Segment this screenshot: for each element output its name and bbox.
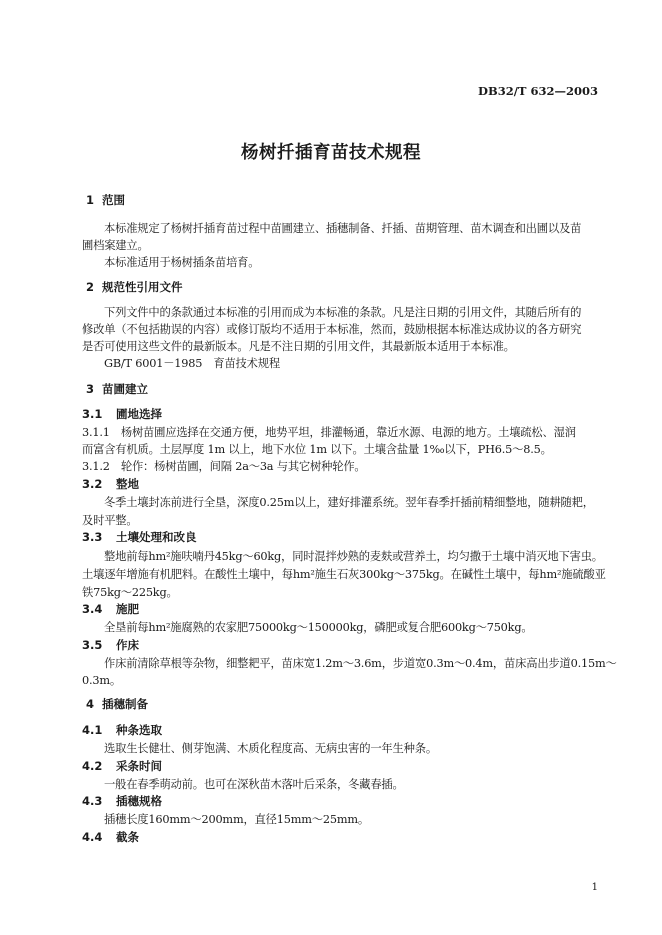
paragraph-line: 选取生长健壮、侧芽饱满、木质化程度高、无病虫害的一年生种条。 [104,742,437,755]
paragraph-line: 作床前清除草根等杂物，细整耙平，苗床宽1.2m～3.6m，步道宽0.3m～0.4m，苗床高出步道0.15m～ [104,657,617,670]
subsection-heading: 4.1 种条选取 [82,723,162,737]
subsection-heading: 3.3 土壤处理和改良 [82,530,197,544]
paragraph-line: 土壤逐年增施有机肥料。在酸性土壤中，每hm²施生石灰300kg～375kg。在碱性土壤中，每hm²施硫酸亚 [82,568,606,581]
paragraph-line: 本标准规定了杨树扦插育苗过程中苗圃建立、插穗制备、扦插、苗期管理、苗木调查和出圃以及苗 [104,222,582,235]
subsection-heading: 3.4 施肥 [82,602,139,616]
paragraph-line: 本标准适用于杨树插条苗培育。 [104,256,260,269]
paragraph-line: 铁75kg～225kg。 [82,586,178,599]
subsection-heading: 4.4 截条 [82,830,139,844]
section-heading: 1 范围 [86,193,125,207]
section-heading: 2 规范性引用文件 [86,280,183,294]
page-number: 1 [591,882,598,893]
subsection-heading: 3.1 圃地选择 [82,407,162,421]
subsection-heading: 3.2 整地 [82,477,139,491]
paragraph-line: 修改单（不包括勘误的内容）或修订版均不适用于本标准，然而，鼓励根据本标准达成协议的各方研究 [82,323,582,336]
paragraph-line: 3.1.1 杨树苗圃应选择在交通方便，地势平坦，排灌畅通，靠近水源、电源的地方。土壤疏松、湿润 [82,426,576,439]
paragraph-line: 全垦前每hm²施腐熟的农家肥75000kg～150000kg，磷肥或复合肥600kg～750kg。 [104,621,533,634]
paragraph-line: 冬季土壤封冻前进行全垦，深度0.25m以上，建好排灌系统。翌年春季扦插前精细整地，随耕随耙， [104,496,594,509]
document-title: 杨树扦插育苗技术规程 [241,143,421,163]
standard-number: DB32/T 632—2003 [478,84,598,98]
section-heading: 4 插穗制备 [86,697,148,711]
paragraph-line: 及时平整。 [82,514,138,527]
paragraph-line: 下列文件中的条款通过本标准的引用而成为本标准的条款。凡是注日期的引用文件，其随后所有的 [104,306,582,319]
section-heading: 3 苗圃建立 [86,382,148,396]
paragraph-line: 3.1.2 轮作：杨树苗圃，间隔 2a～3a 与其它树种轮作。 [82,460,366,473]
subsection-heading: 4.3 插穗规格 [82,794,162,808]
paragraph-line: 圃档案建立。 [82,239,149,252]
paragraph-line: 一般在春季萌动前。也可在深秋苗木落叶后采条，冬藏春插。 [104,778,404,791]
paragraph-line: 整地前每hm²施呋喃丹45kg～60kg，同时混拌炒熟的麦麸或营养土，均匀撒于土壤中消灭地下害虫。 [104,550,603,563]
paragraph-line: 而富含有机质。土层厚度 1m 以上，地下水位 1m 以下。土壤含盐量 1‰以下，PH6.5～8.5。 [82,443,552,456]
subsection-heading: 4.2 采条时间 [82,759,162,773]
subsection-heading: 3.5 作床 [82,638,139,652]
paragraph-line: 是否可使用这些文件的最新版本。凡是不注日期的引用文件，其最新版本适用于本标准。 [82,340,515,353]
paragraph-line: 插穗长度160mm～200mm，直径15mm～25mm。 [104,813,369,826]
paragraph-line: 0.3m。 [82,674,121,687]
reference-entry: GB/T 6001－1985 育苗技术规程 [104,357,280,370]
